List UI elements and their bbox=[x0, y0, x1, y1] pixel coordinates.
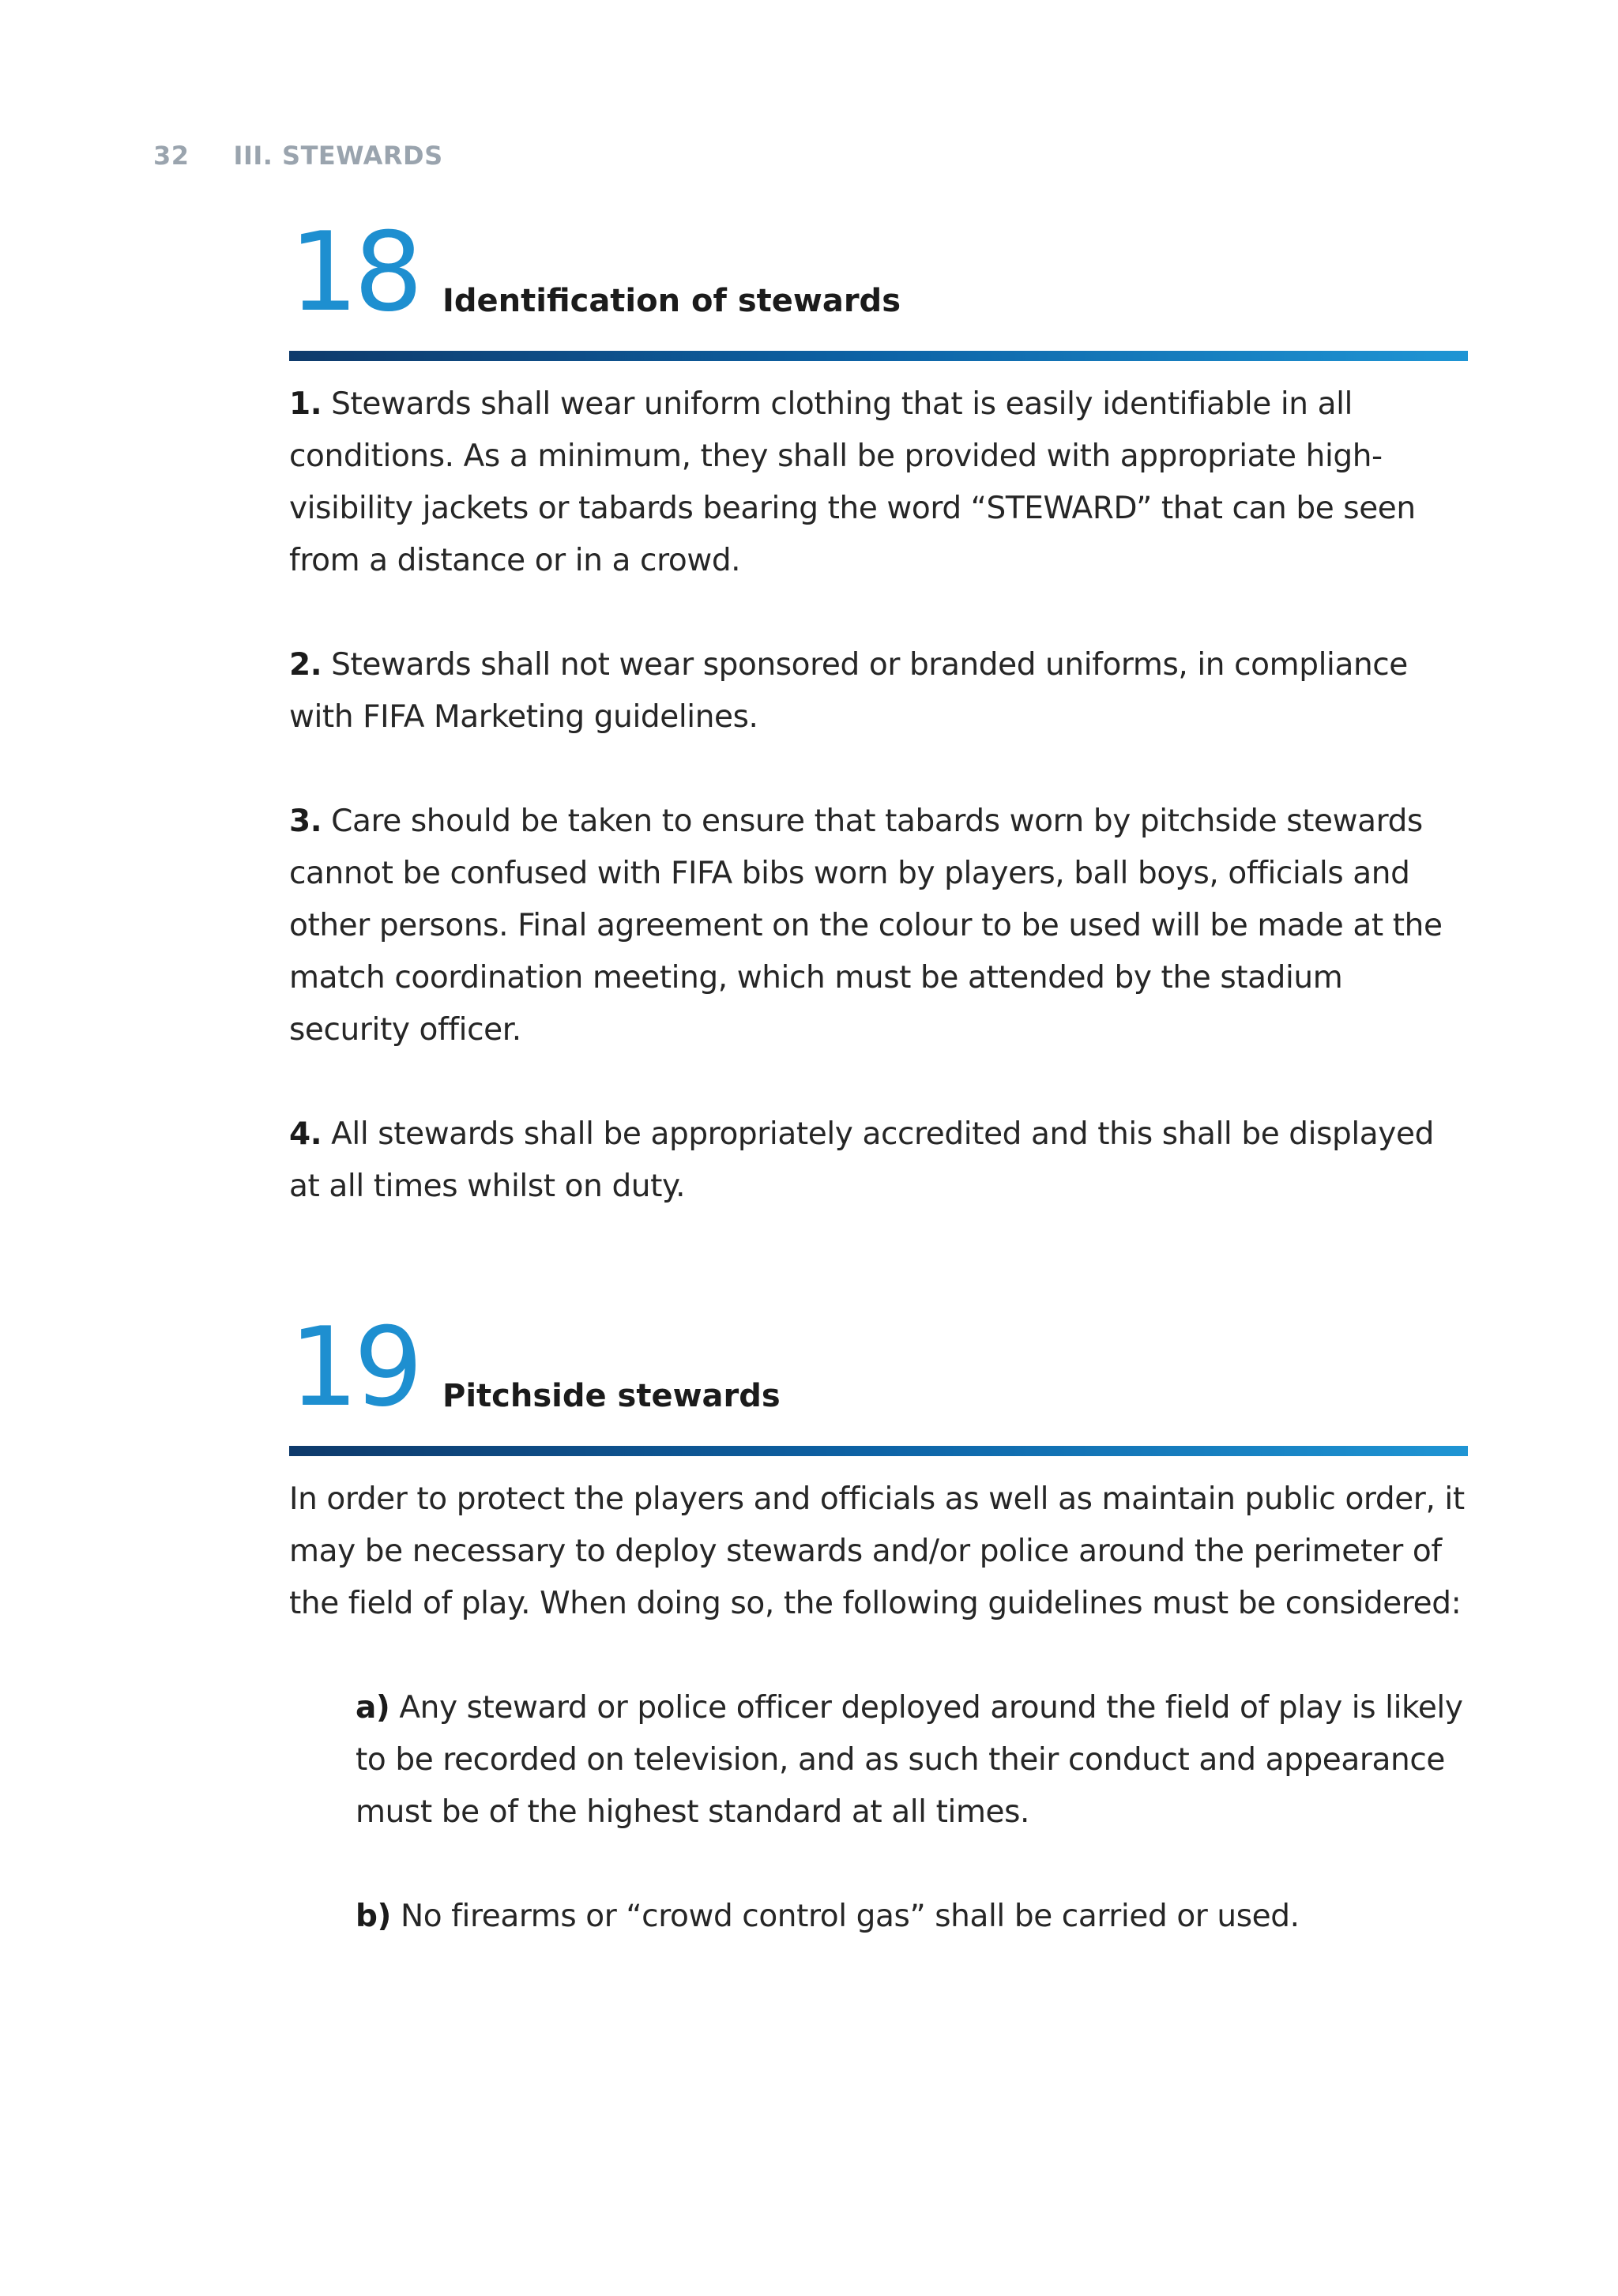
running-header bbox=[153, 141, 443, 171]
intro-paragraph: In order to protect the players and officials as well as maintain public order, it may be necessary to deploy stewards and/or police around the perimeter of the field of play. When doing so, the following guidelines must be considered: bbox=[289, 1481, 1465, 1621]
paragraph-4 bbox=[289, 1108, 1468, 1213]
item-text: Any steward or police officer deployed around the field of play is likely to be recorded on television, and as such their conduct and appearance must be of the highest standard at all times. bbox=[356, 1690, 1463, 1830]
paragraph-text: All stewards shall be appropriately accredited and this shall be displayed at all times whilst on duty. bbox=[289, 1116, 1434, 1204]
section-heading bbox=[289, 209, 1468, 336]
list-item-a bbox=[356, 1682, 1468, 1839]
section-number: 18 bbox=[289, 209, 419, 336]
section-heading bbox=[289, 1304, 1468, 1431]
page-number: 32 bbox=[153, 141, 190, 171]
item-label: b) bbox=[356, 1899, 391, 1934]
paragraph-text: Stewards shall wear uniform clothing that is easily identifiable in all conditions. As a minimum, they shall be provided with appropriate high-visibility jackets or tabards bearing the word “STEWARD” that can be seen from a distance or in a crowd. bbox=[289, 386, 1416, 578]
section-19 bbox=[289, 1304, 1468, 1995]
section-number: 19 bbox=[289, 1304, 419, 1431]
paragraph-text: Care should be taken to ensure that tabards worn by pitchside stewards cannot be confused with FIFA bibs worn by players, ball boys, officials and other persons. Final agreement on the colour to be used will be made at the match coordination meeting, which must be attended by the stadium security officer. bbox=[289, 804, 1443, 1048]
list-item-b bbox=[356, 1891, 1468, 1943]
item-text: No firearms or “crowd control gas” shall be carried or used. bbox=[390, 1899, 1300, 1934]
paragraph-3 bbox=[289, 796, 1468, 1056]
section-divider bbox=[289, 1446, 1468, 1456]
paragraph-2 bbox=[289, 639, 1468, 743]
section-title: Identification of stewards bbox=[442, 283, 901, 319]
chapter-title: III. STEWARDS bbox=[233, 141, 443, 171]
paragraph-label: 1. bbox=[289, 386, 322, 422]
paragraph-label: 3. bbox=[289, 804, 322, 839]
paragraph-1 bbox=[289, 378, 1468, 587]
section-18 bbox=[289, 209, 1468, 1265]
paragraph-label: 2. bbox=[289, 647, 322, 683]
section-title: Pitchside stewards bbox=[442, 1378, 781, 1414]
section-divider bbox=[289, 351, 1468, 361]
paragraph-text: Stewards shall not wear sponsored or branded uniforms, in compliance with FIFA Marketing guidelines. bbox=[289, 647, 1408, 735]
paragraph-label: 4. bbox=[289, 1116, 322, 1152]
item-label: a) bbox=[356, 1690, 390, 1726]
